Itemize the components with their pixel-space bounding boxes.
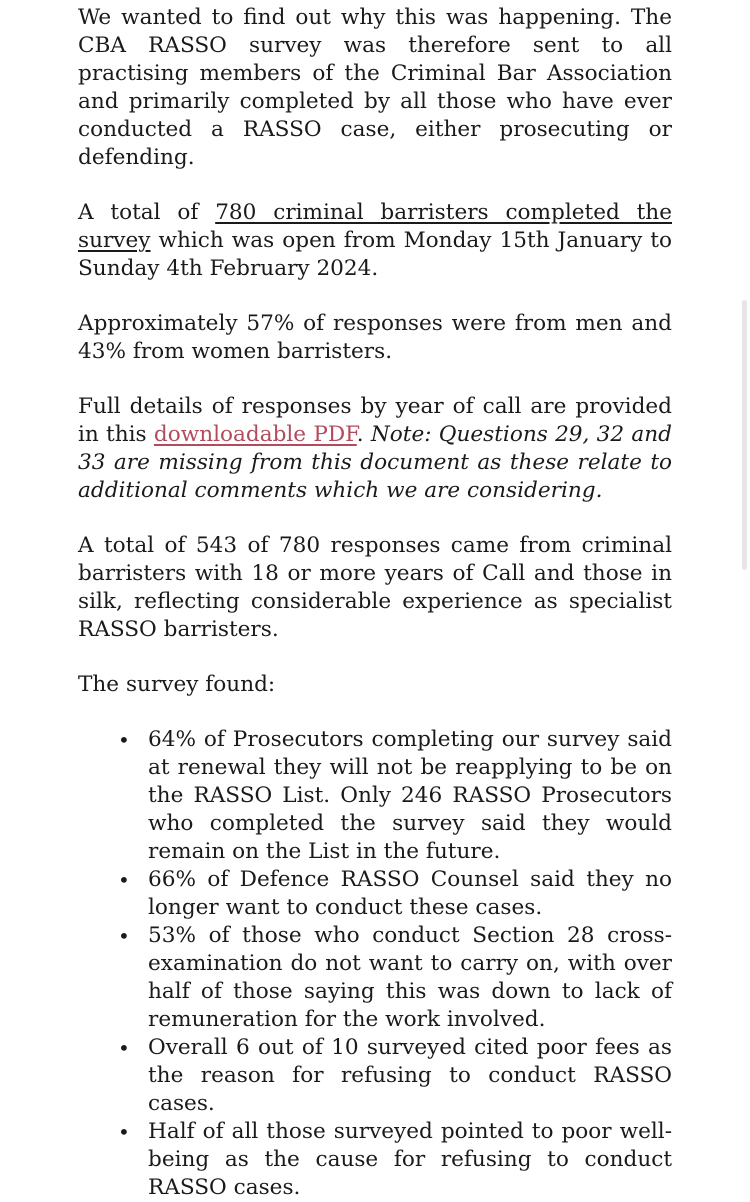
paragraph-details-dot: . — [356, 422, 371, 447]
survey-link[interactable]: 780 criminal barristers completed the survey — [78, 200, 672, 253]
note-text: Note: Questions 29, 32 and 33 are missing from this document as these relate to additional comments which we are considering. — [78, 422, 672, 503]
scrollbar[interactable] — [742, 300, 747, 570]
paragraph-experience: A total of 543 of 780 responses came from criminal barristers with 18 or more years of Call and those in silk, reflecting considerable experience as specialist RASSO barristers. — [78, 533, 672, 642]
paragraph-gender: Approximately 57% of responses were from men and 43% from women barristers. — [78, 311, 672, 364]
paragraph-total-end: which was open from Monday 15th January to Sunday 4th February 2024. — [78, 228, 672, 281]
finding-item: • 64% of Prosecutors completing our survey said at renewal they will not be reapplying to be on the RASSO List. Only 246 RASSO Prosecutors who completed the survey said they would remain on the List in the future. — [148, 726, 672, 866]
finding-item: • Half of all those surveyed pointed to poor well-being as the cause for refusing to conduct RASSO cases. — [148, 1118, 672, 1202]
paragraph-total-start: A total of — [78, 200, 216, 225]
paragraph-intro: We wanted to find out why this was happening. The CBA RASSO survey was therefore sent to all practising members of the Criminal Bar Association and primarily completed by all those who have ever conducted a RASSO case, either prosecuting or defending. — [78, 5, 672, 170]
paragraph-details-start: Full details of responses by year of call are provided in this — [78, 394, 672, 447]
paragraph-total — [78, 199, 672, 283]
finding-item: • Overall 6 out of 10 surveyed cited poor fees as the reason for refusing to conduct RASSO cases. — [148, 1034, 672, 1118]
paragraph-details — [78, 393, 672, 505]
finding-item: • 66% of Defence RASSO Counsel said they no longer want to conduct these cases. — [148, 866, 672, 922]
downloadable-pdf-link[interactable]: downloadable PDF — [153, 422, 357, 447]
findings-list — [78, 726, 672, 1202]
paragraph-findings-intro: The survey found: — [78, 672, 276, 697]
finding-item: • 53% of those who conduct Section 28 cross-examination do not want to carry on, with over half of those saying this was down to lack of remuneration for the work involved. — [148, 922, 672, 1034]
article-body — [78, 4, 672, 1202]
